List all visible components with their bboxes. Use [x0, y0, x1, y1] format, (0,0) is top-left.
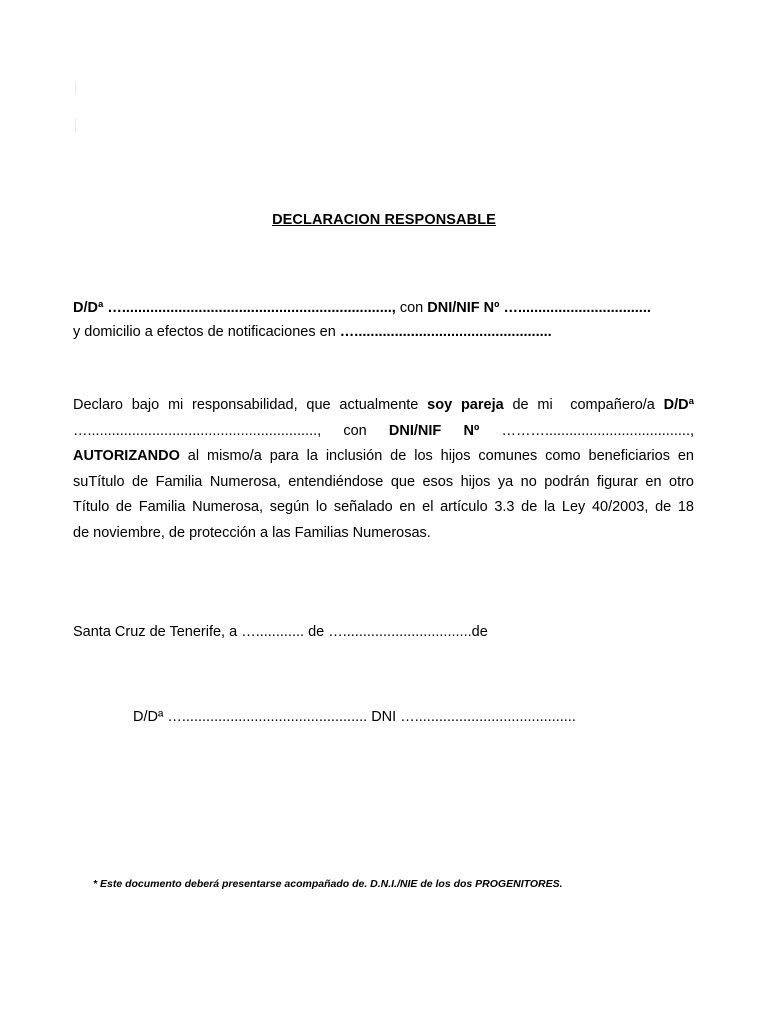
dni-label: DNI/NIF Nº — [427, 300, 500, 316]
paragraph-line-2 — [73, 419, 694, 445]
paragraph-line-4: suTítulo de Familia Numerosa, entendiéndose que esos hijos ya no podrán figurar en otro — [73, 473, 694, 490]
footnote: * Este documento deberá presentarse acompañado de. D.N.I./NIE de los dos PROGENITORES. — [93, 878, 563, 890]
declarant-line — [73, 299, 651, 317]
partner-dni-label: DNI/NIF Nº — [388, 422, 480, 439]
domicile-line — [73, 323, 552, 341]
domicile-text: y domicilio a efectos de notificaciones en — [73, 324, 340, 340]
declarant-name-blank: …..................................................................., — [107, 300, 396, 316]
partner-label: D/Dª — [663, 397, 694, 413]
document-title: DECLARACION RESPONSABLE — [272, 212, 496, 228]
partner-name-blank: …........................................................., con — [73, 422, 389, 439]
place-date-line: Santa Cruz de Tenerife, a …............ de …................................de — [73, 624, 488, 640]
declaration-paragraph — [73, 393, 694, 547]
scan-mark — [75, 82, 76, 94]
paragraph-line-5: Título de Familia Numerosa, según lo señalado en el artículo 3.3 de la Ley 40/2003, de 18 — [73, 499, 694, 516]
partner-dni-blank: ………...................................., — [479, 422, 694, 439]
paragraph-line-6: de noviembre, de protección a las Familias Numerosas. — [73, 524, 431, 541]
signature-line: D/Dª ….............................................. DNI …........................................ — [133, 709, 576, 725]
paragraph-line-3: AUTORIZANDO al mismo/a para la inclusión de los hijos comunes como beneficiarios en — [73, 448, 694, 465]
con-text: con — [395, 300, 428, 316]
dni-blank: …................................. — [499, 300, 651, 316]
soy-pareja-text: soy pareja — [427, 397, 504, 413]
domicile-blank: …................................................. — [339, 324, 552, 340]
autorizando-text: AUTORIZANDO — [73, 448, 180, 465]
scan-mark — [75, 118, 76, 132]
declarant-label: D/Dª — [73, 300, 104, 316]
paragraph-line-1: Declaro bajo mi responsabilidad, que actualmente soy pareja de mi compañero/a D/Dª — [73, 397, 694, 413]
